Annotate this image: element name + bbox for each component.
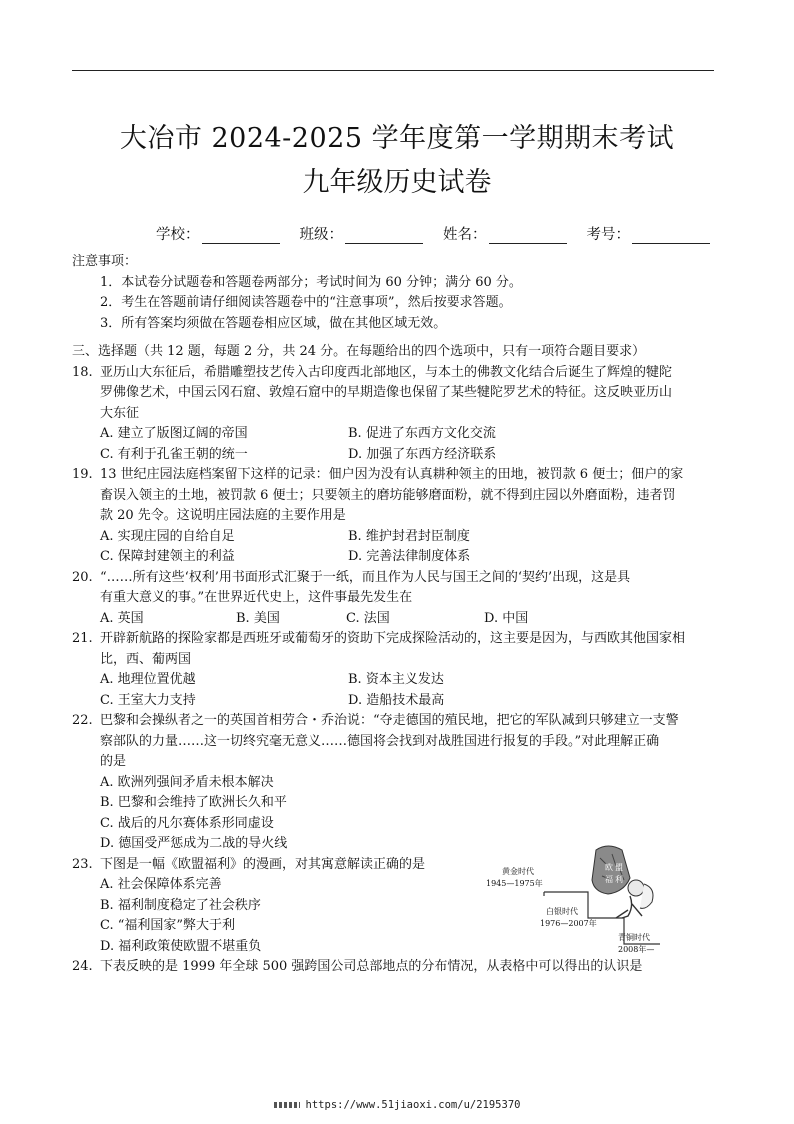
question-stem-line: 罗佛像艺术，中国云冈石窟、敦煌石窟中的早期造像也保留了某些犍陀罗艺术的特征。这反映亚历山 — [100, 385, 673, 400]
option-c[interactable]: C. 有利于孔雀王朝的统一 — [100, 446, 248, 462]
page-footer — [0, 1099, 794, 1111]
options-21 — [72, 670, 722, 711]
footer-url[interactable]: https://www.51jiaoxi.com/u/2195370 — [305, 1099, 521, 1111]
era-label-silver: 白银时代 — [546, 907, 578, 916]
student-info-line — [156, 223, 730, 244]
notice-item: 2．考生在答题前请仔细阅读答题卷中的“注意事项”，然后按要求答题。 — [100, 295, 512, 310]
option-c[interactable]: C. 王室大力支持 — [100, 692, 196, 708]
question-stem-line: “……所有这些‘权利’用书面形式汇聚于一纸，而且作为人民与国王之间的‘契约’出现，这是具 — [100, 569, 631, 585]
site-logo-icon — [274, 1102, 300, 1108]
exam-number-blank[interactable] — [632, 229, 710, 244]
option-b[interactable]: B. 美国 — [236, 610, 280, 626]
exam-subtitle: 九年级历史试卷 — [302, 167, 492, 198]
era-years-bronze: 2008年— — [618, 945, 655, 954]
option-b[interactable]: B. 福利制度稳定了社会秩序 — [100, 897, 261, 913]
notice-item: 1．本试卷分试题卷和答题卷两部分；考试时间为 60 分钟；满分 60 分。 — [100, 274, 522, 290]
question-stem-line: 畜误入领主的土地，被罚款 6 便士；只要领主的磨坊能够磨面粉，就不得到庄园以外磨面粉，违者罚 — [100, 487, 676, 503]
option-c[interactable]: C. 战后的凡尔赛体系形同虚设 — [100, 815, 274, 831]
option-a[interactable]: A. 英国 — [100, 610, 144, 626]
option-d[interactable]: D. 福利政策使欧盟不堪重负 — [100, 938, 262, 954]
era-years-golden: 1945—1975年 — [486, 879, 543, 888]
cartoon-sign-char: 利 — [615, 875, 623, 884]
option-d[interactable]: D. 加强了东西方经济联系 — [348, 446, 497, 462]
option-a[interactable]: A. 实现庄园的自给自足 — [100, 528, 235, 544]
cartoon-sign-char: 福 — [605, 875, 613, 884]
question-stem-line: 比，西、葡两国 — [100, 651, 192, 667]
top-rule — [72, 70, 714, 71]
exam-number-field[interactable]: 考号： — [587, 223, 711, 244]
options-19 — [72, 527, 722, 568]
question-20 — [72, 568, 722, 589]
options-20 — [72, 609, 722, 630]
name-blank[interactable] — [489, 229, 567, 244]
era-label-golden: 黄金时代 — [502, 867, 534, 876]
option-c[interactable]: C. “福利国家”弊大于利 — [100, 918, 236, 933]
era-years-silver: 1976—2007年 — [540, 919, 597, 928]
option-d[interactable]: D. 中国 — [484, 610, 529, 626]
question-stem-line: 的是 — [100, 754, 127, 769]
question-number: 23. — [72, 856, 93, 872]
option-b[interactable]: B. 促进了东西方文化交流 — [348, 426, 496, 441]
school-blank[interactable] — [202, 229, 280, 244]
option-c[interactable]: C. 保障封建领主的利益 — [100, 549, 235, 564]
option-b[interactable]: B. 维护封君封臣制度 — [348, 528, 470, 544]
class-blank[interactable] — [345, 229, 423, 244]
question-number: 21. — [72, 631, 93, 646]
question-stem-line: 下图是一幅《欧盟福利》的漫画，对其寓意解读正确的是 — [100, 856, 426, 872]
question-stem-line: 察部队的力量……这一切终究毫无意义……德国将会找到对战胜国进行报复的手段。”对此理解正确 — [100, 733, 660, 749]
class-field[interactable]: 班级： — [300, 223, 424, 244]
question-18 — [72, 363, 722, 384]
era-label-bronze: 青铜时代 — [618, 933, 650, 942]
school-field[interactable]: 学校： — [156, 223, 280, 244]
notice-heading: 注意事项： — [72, 254, 138, 269]
exam-title: 大冶市 2024-2025 学年度第一学期期末考试 — [119, 123, 675, 154]
option-a[interactable]: A. 社会保障体系完善 — [100, 877, 222, 892]
option-b[interactable]: B. 资本主义发达 — [348, 672, 444, 687]
question-number: 20. — [72, 569, 93, 585]
question-stem-line: 大东征 — [100, 405, 140, 421]
option-a[interactable]: A. 地理位置优越 — [100, 672, 196, 687]
section-heading: 三、选择题（共 12 题，每题 2 分，共 24 分。在每题给出的四个选项中，只有一项符合题目要求） — [72, 344, 646, 359]
question-stem-line: 13 世纪庄园法庭档案留下这样的记录：佃户因为没有认真耕种领主的田地，被罚款 6 便士；佃户的家 — [100, 467, 684, 482]
question-number: 24. — [72, 959, 93, 974]
cartoon-sign-char: 欧 — [605, 863, 613, 872]
option-d[interactable]: D. 德国受严惩成为二战的导火线 — [100, 836, 288, 851]
name-field[interactable]: 姓名： — [443, 223, 567, 244]
option-b[interactable]: B. 巴黎和会维持了欧洲长久和平 — [100, 795, 287, 810]
question-21 — [72, 629, 722, 650]
question-number: 19. — [72, 467, 93, 482]
option-d[interactable]: D. 造船技术最高 — [348, 692, 445, 708]
question-number: 22. — [72, 713, 93, 728]
question-stem-line: 下表反映的是 1999 年全球 500 强跨国公司总部地点的分布情况，从表格中可以得出的认识是 — [100, 959, 643, 974]
question-stem-line: 开辟新航路的探险家都是西班牙或葡萄牙的资助下完成探险活动的，这主要是因为，与西欧其他国家相 — [100, 631, 686, 646]
options-18 — [72, 424, 722, 465]
question-number: 18. — [72, 364, 93, 380]
option-c[interactable]: C. 法国 — [346, 610, 390, 626]
eu-welfare-cartoon — [484, 844, 664, 962]
option-d[interactable]: D. 完善法律制度体系 — [348, 549, 471, 564]
cartoon-sign-char: 盟 — [615, 863, 623, 872]
notice-item: 3．所有答案均须做在答题卷相应区域，做在其他区域无效。 — [100, 315, 447, 331]
option-a[interactable]: A. 欧洲列强间矛盾未根本解决 — [100, 774, 274, 790]
notice-list — [72, 273, 722, 335]
question-stem-line: 亚历山大东征后，希腊雕塑技艺传入古印度西北部地区，与本土的佛教文化结合后诞生了辉煌的犍陀 — [100, 364, 673, 380]
question-stem-line: 款 20 先令。这说明庄园法庭的主要作用是 — [100, 508, 346, 523]
question-stem-line: 巴黎和会操纵者之一的英国首相劳合・乔治说：“夺走德国的殖民地，把它的军队减到只够建立一支警 — [100, 713, 679, 728]
question-19 — [72, 465, 722, 486]
question-22 — [72, 711, 722, 732]
question-stem-line: 有重大意义的事。”在世界近代史上，这件事最先发生在 — [100, 590, 413, 605]
option-a[interactable]: A. 建立了版图辽阔的帝国 — [100, 426, 248, 441]
